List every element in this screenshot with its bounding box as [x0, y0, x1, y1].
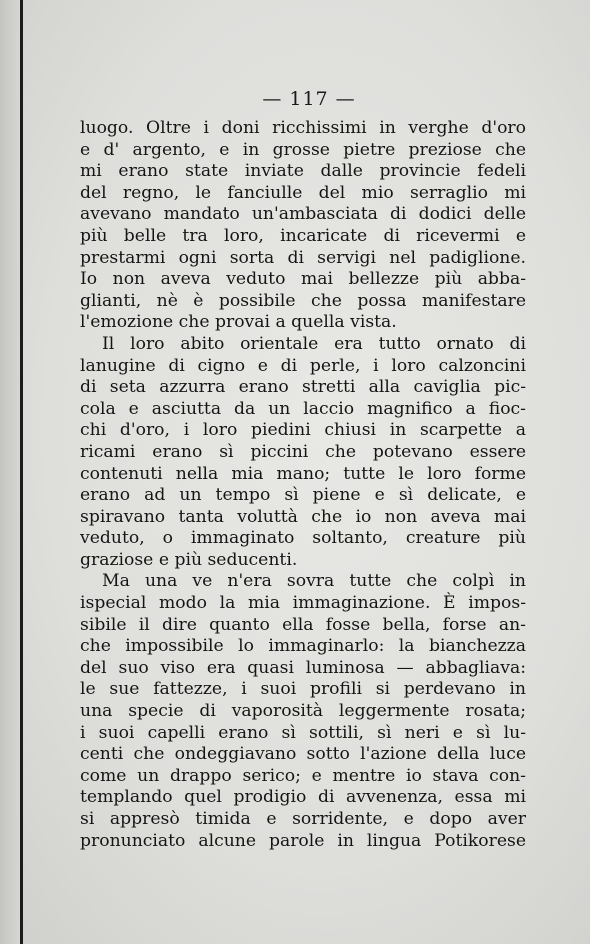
body-text [80, 118, 526, 852]
text-line: una specie di vaporosità leggermente rosata; [80, 701, 526, 722]
text-line: lanugine di cigno e di perle, i loro calzoncini [80, 355, 526, 376]
text-line: le sue fattezze, i suoi profili si perdevano in [80, 679, 526, 700]
text-line: come un drappo serico; e mentre io stava con- [80, 765, 526, 786]
text-line: mi erano state inviate dalle provincie fedeli [80, 161, 526, 182]
text-line: ispecial modo la mia immaginazione. È impos- [80, 593, 526, 614]
text-line: che impossibile lo immaginarlo: la bianchezza [80, 636, 526, 657]
text-line: templando quel prodigio di avvenenza, essa mi [80, 787, 526, 808]
text-line: glianti, nè è possibile che possa manifestare [80, 290, 526, 311]
text-line: cola e asciutta da un laccio magnifico a fioc- [80, 398, 526, 419]
binding-edge [20, 0, 23, 944]
text-line: spiravano tanta voluttà che io non aveva mai [80, 506, 526, 527]
text-line: si appresò timida e sorridente, e dopo aver [80, 809, 526, 829]
text-line: graziose e più seducenti. [80, 549, 298, 570]
text-line: contenuti nella mia mano; tutte le loro forme [80, 463, 526, 484]
gutter-shadow [0, 0, 20, 944]
text-line: centi che ondeggiavano sotto l'azione della luce [80, 744, 526, 765]
text-line: avevano mandato un'ambasciata di dodici delle [80, 204, 526, 225]
text-line: pronunciato alcune parole in lingua Potikorese [80, 830, 526, 851]
text-line: Ma una ve n'era sovra tutte che colpì in [102, 571, 526, 592]
text-line: chi d'oro, i loro piedini chiusi in scarpette a [80, 420, 526, 441]
text-line: i suoi capelli erano sì sottili, sì neri e sì lu- [80, 722, 526, 743]
text-line: Il loro abito orientale era tutto ornato di [102, 333, 526, 354]
text-line: l'emozione che provai a quella vista. [80, 312, 397, 333]
text-line: più belle tra loro, incaricate di ricevermi e [80, 225, 526, 246]
text-line: ricami erano sì piccini che potevano essere [80, 441, 526, 462]
text-line: veduto, o immaginato soltanto, creature più [80, 528, 526, 549]
text-line: del regno, le fanciulle del mio serraglio mi [80, 182, 526, 203]
text-line: sibile il dire quanto ella fosse bella, forse an- [80, 614, 526, 635]
text-line: luogo. Oltre i doni ricchissimi in verghe d'oro [80, 118, 526, 138]
text-line: Io non aveva veduto mai bellezze più abba- [80, 269, 526, 290]
page-number: — 117 — [262, 88, 356, 110]
text-line: e d' argento, e in grosse pietre preziose che [80, 139, 526, 160]
text-line: del suo viso era quasi luminosa — abbagliava: [80, 657, 526, 678]
text-line: prestarmi ogni sorta di servigi nel padiglione. [80, 247, 526, 268]
text-line: di seta azzurra erano stretti alla caviglia pic- [80, 377, 526, 398]
text-line: erano ad un tempo sì piene e sì delicate, e [80, 485, 526, 506]
